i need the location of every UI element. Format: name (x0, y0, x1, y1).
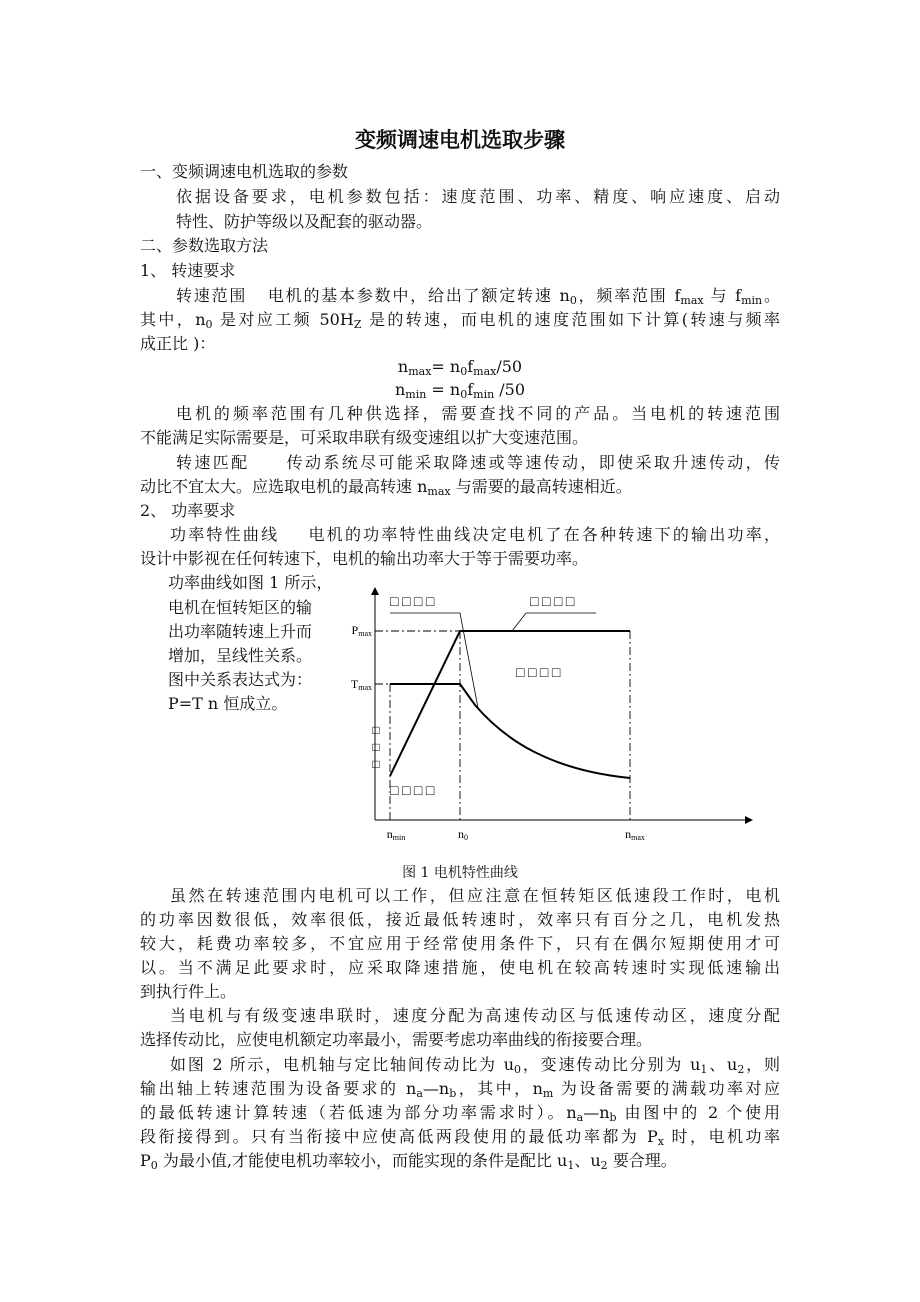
fig2-line-5: $P_0$ 为最小值,才能使电机功率较小，而能实现的条件是配比 $u_1$、$u_2$ 要合理。 (140, 1151, 677, 1172)
power-curve-line-2: 设计中影视在任何转速下，电机的输出功率大于等于需要功率。 (140, 549, 589, 568)
section-1-paragraph-line-1: 依据设备要求，电机参数包括：速度范围、功率、精度、响应速度、启动 (176, 187, 780, 206)
power-curve (390, 631, 630, 776)
boxes-middle: □ □ □ □ (516, 666, 561, 681)
nmax-label: nmax (625, 827, 645, 842)
fig2-line-3: 的最低转速计算转速（若低速为部分功率需求时）。$n_a—n_b$ 由图中的 2 个使用 (140, 1103, 780, 1124)
motor-characteristic-figure (330, 580, 770, 850)
tmax-label: Tmax (350, 677, 372, 692)
pmax-label: Pmax (351, 623, 372, 638)
speed-match-line-2: 动比不宜太大。应选取电机的最高转速 $n_{max}$ 与需要的最高转速相近。 (140, 477, 632, 498)
speed-range-label: 转速范围 (176, 286, 248, 305)
nmin-label: nmin (386, 827, 406, 842)
boxes-vertical: □ □ □ (369, 723, 383, 771)
freq-range-line-1: 电机的频率范围有几种供选择，需要查找不同的产品。当电机的转速范围 (176, 404, 780, 423)
boxes-bottom: □ □ □ □ (390, 784, 435, 799)
series-line-1: 当电机与有级变速串联时，速度分配为高速传动区与低速传动区，速度分配 (170, 1006, 780, 1025)
series-line-2: 选择传动比，应使电机额定功率最小，需要考虑功率曲线的衔接要合理。 (140, 1030, 653, 1049)
side-text-line-1: 功率曲线如图 1 所示， (168, 573, 333, 592)
side-text-line-5: 图中关系表达式为： (168, 670, 313, 689)
low-speed-line-1: 虽然在转速范围内电机可以工作，但应注意在恒转矩区低速段工作时，电机 (170, 886, 780, 905)
side-text-line-3: 出功率随转速上升而 (168, 622, 313, 641)
subsection-1-heading: 1、 转速要求 (140, 261, 236, 280)
speed-range-line-2: 其中，$n_0$ 是对应工频 $50H_Z$ 是的转速，而电机的速度范围如下计算(转速与频率 (140, 310, 780, 331)
power-curve-label: 功率特性曲线 (170, 525, 280, 544)
formula-nmin: $n_{min} = n_0f_{min}$ /50 (394, 380, 526, 401)
side-text-line-2: 电机在恒转矩区的输 (168, 598, 313, 617)
page-title: 变频调速电机选取步骤 (355, 127, 565, 152)
section-1-heading: 一、变频调速电机选取的参数 (140, 162, 349, 181)
power-curve-line-1: 功率特性曲线 电机的功率特性曲线决定电机了在各种转速下的输出功率， (170, 525, 780, 544)
n0-label: n0 (458, 827, 468, 842)
low-speed-line-2: 的功率因数很低，效率很低，接近最低转速时，效率只有百分之几，电机发热 (140, 910, 780, 929)
side-text-line-6: P=T n 恒成立。 (168, 694, 288, 713)
speed-range-line-3: 成正比 )： (140, 334, 216, 353)
torque-curve (390, 684, 630, 778)
freq-range-line-2: 不能满足实际需要是，可采取串联有级变速组以扩大变速范围。 (140, 428, 589, 447)
low-speed-line-5: 到执行件上。 (140, 982, 237, 1001)
speed-match-line-1: 转速匹配 传动系统尽可能采取降速或等速传动，即使采取升速传动，传 (176, 453, 780, 472)
section-1-paragraph-line-2: 特性、防护等级以及配套的驱动器。 (176, 212, 433, 231)
subsection-2-heading: 2、 功率要求 (140, 501, 236, 520)
boxes-top-left: □ □ □ □ (390, 595, 435, 610)
speed-range-line-1: 转速范围 电机的基本参数中，给出了额定转速 $n_0$，频率范围 $f_{max}$ 与 $f_{min}$。 (176, 286, 780, 307)
speed-match-label: 转速匹配 (176, 453, 250, 472)
boxes-top-right: □ □ □ □ (530, 595, 575, 610)
fig2-line-4: 段衔接得到。只有当衔接中应使高低两段使用的最低功率都为 $P_x$ 时，电机功率 (140, 1127, 780, 1148)
leader-lines (390, 613, 596, 708)
fig2-line-2: 输出轴上转速范围为设备要求的 $n_a—n_b$，其中，$n_m$ 为设备需要的满载功率对应 (140, 1079, 780, 1100)
low-speed-line-4: 以。当不满足此要求时，应采取降速措施，使电机在较高转速时实现低速输出 (140, 958, 780, 977)
low-speed-line-3: 较大，耗费功率较多，不宜应用于经常使用条件下，只有在偶尔短期使用才可 (140, 934, 780, 953)
side-text-line-4: 增加，呈线性关系。 (168, 646, 313, 665)
fig2-line-1: 如图 2 所示，电机轴与定比轴间传动比为 $u_0$，变速传动比分别为 $u_1$、$u_2$，则 (170, 1055, 780, 1076)
formula-nmax: $n_{max}= n_0f_{max}/50$ (397, 357, 523, 378)
figure-caption: 图 1 电机特性曲线 (402, 865, 518, 881)
section-2-heading: 二、参数选取方法 (140, 236, 269, 255)
